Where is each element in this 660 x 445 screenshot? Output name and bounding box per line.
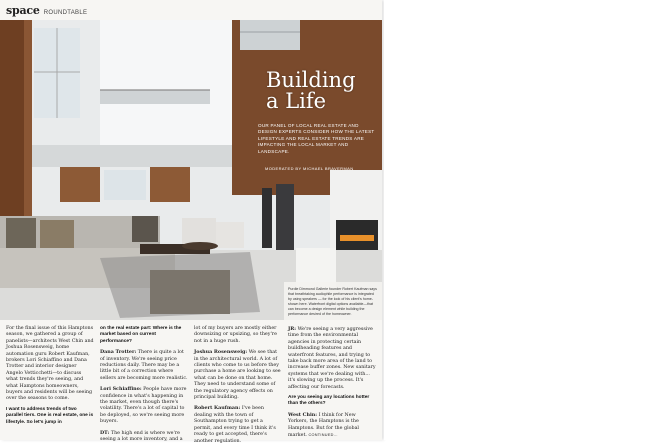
- answer-text: We see that in the architectural world. A lot of clients who come to us before they purchase a home are looking to see what can be done on that home. They need to understand some of the regulatory agency effects on principal building.: [194, 350, 281, 401]
- blank-facing-page: [384, 0, 660, 440]
- article-column-2: [100, 326, 188, 443]
- answer-text: We're seeing a very aggressive time from the environmental agencies in protecting certain buildheading features and waterfront features, and trying to take back more area of the land to increase buffer zones. New sanitary systems that we're dealing with... it's slowing up the process. It's affecting our forecasts.: [288, 327, 376, 390]
- speaker-name: Robert Kaufman:: [194, 405, 241, 412]
- article-column-4: [288, 326, 376, 439]
- article-paragraph: lot of my buyers are mostly either downsizing or upsizing, so they're not in a huge rush.: [194, 326, 277, 344]
- speaker-name: Lori Schiaffino:: [100, 386, 142, 393]
- answer-text: I've been dealing with the town of Southampton trying to get a permit, and every time I think it's ready to get accepted, there's another regulation.: [194, 406, 276, 444]
- answer-text: There is quite a lot of inventory. We're seeing price reductions daily. There may be a little bit of a correction where sellers are becoming more realistic.: [100, 350, 188, 381]
- moderator-question: Are you seeing any locations hotter than the others?: [288, 395, 370, 407]
- panel-answer: [194, 349, 282, 401]
- moderator-question: I want to address trends of two parallel tiers. One is real estate, one is lifestyle. So let's jump in: [6, 406, 94, 425]
- panel-answer: [100, 349, 188, 382]
- title-line-2: a Life: [266, 89, 327, 113]
- article-paragraph: For the final issue of this Hamptons season, we gathered a group of panelists—architects West Chin and Joshua Rosensweig, home automation guru Robert Kaufman, brokers Lori Schiaffino and Dana Trotter and interior designer Angelo Vetticchetti—to discuss what trends they're seeing, and what Hamptons homeowners, buyers and residents will be seeing over the seasons to come.: [6, 326, 94, 402]
- answer-text: I think for New Yorkers, the Hamptons is the Hamptons. But for the global market.: [288, 412, 359, 439]
- answer-text: People have more confidence in what's happening in the market, even though there's volatility. There's a lot of capital to be deployed, so we're seeing more buyers.: [100, 387, 187, 425]
- page-header: [6, 4, 87, 18]
- speaker-name: Dana Trotter:: [100, 349, 137, 356]
- panel-answer: [288, 326, 376, 391]
- panel-answer: [288, 412, 376, 440]
- speaker-name: Joshua Rosensweig:: [194, 349, 248, 356]
- continued-marker: CONTINUED...: [308, 433, 338, 438]
- speaker-name: West Chin:: [288, 411, 318, 418]
- speaker-name: DT:: [100, 429, 110, 436]
- article-byline: MODERATED BY MICHAEL BRAVERMAN: [265, 166, 354, 171]
- moderator-question: on the real estate part: Where is the market based on current performance?: [100, 326, 182, 344]
- article-title: [266, 70, 378, 112]
- panel-answer: [100, 386, 188, 425]
- hero-photo: [0, 20, 382, 320]
- article-column-3: [194, 326, 282, 444]
- article-body: [6, 326, 378, 444]
- answer-text: The high end is where we're seeing a lot more inventory, and a: [100, 430, 183, 443]
- speaker-name: JR:: [288, 326, 297, 332]
- article-column-1: [6, 326, 94, 436]
- title-line-1: Building: [266, 68, 356, 92]
- panel-answer: [194, 405, 282, 444]
- article-intro: OUR PANEL OF LOCAL REAL ESTATE AND DESIGN EXPERTS CONSIDER HOW THE LATEST LIFESTYLE AND REAL ESTATE TRENDS ARE IMPACTING THE LOCAL MARKET AND LANDSCAPE.: [258, 123, 375, 154]
- section-label: ROUNDTABLE: [43, 10, 88, 16]
- panel-answer: [100, 430, 188, 444]
- photo-caption: Purdie Dimmond Gallerie founder Robert Kaufman says that breathtaking audiophile performance is integrated by using speakers — for the look of his client's home-shown here. Waterfront digital options available—that can become a design element while building the performance desired of the homeowner.: [288, 287, 377, 316]
- magazine-brand: space: [6, 4, 40, 17]
